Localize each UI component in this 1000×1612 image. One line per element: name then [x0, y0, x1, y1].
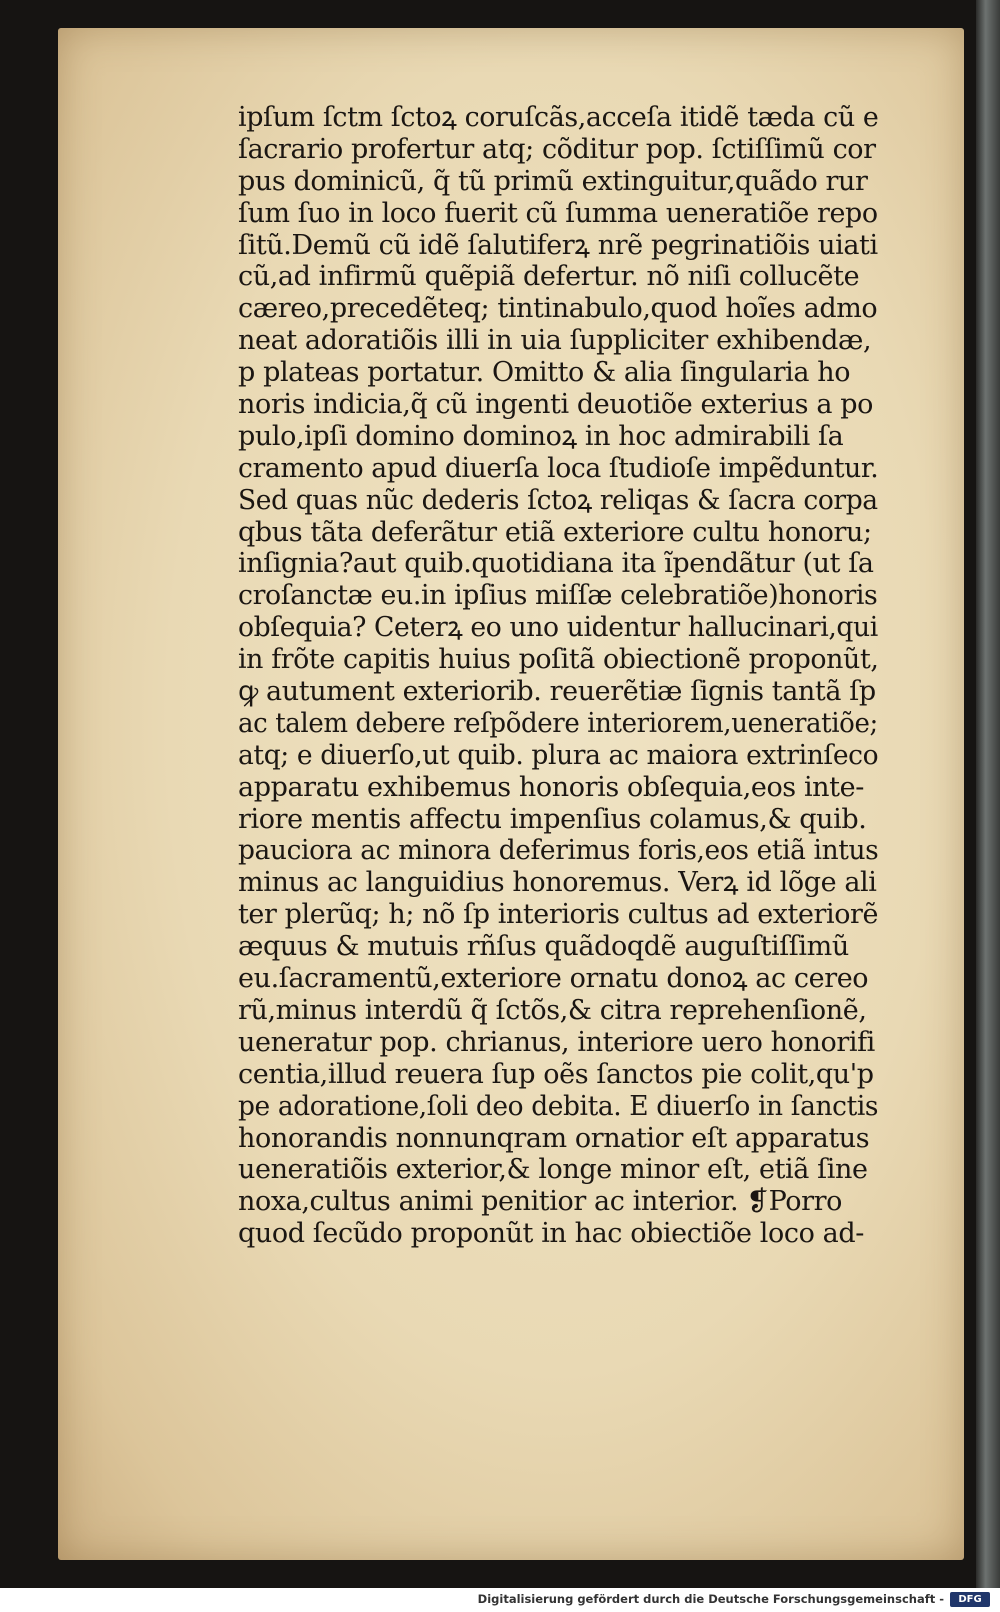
- dfg-logo: DFG: [950, 1592, 990, 1607]
- text-line: eu.ſacramentũ,exteriore ornatu donoꝝ ac cereo: [238, 963, 869, 995]
- funding-credit: Digitalisierung gefördert durch die Deutsche Forschungsgemeinschaft -: [477, 1592, 944, 1606]
- text-line: ipſum ſctm ſctoꝝ coruſcãs,acceſa itidẽ tæda cũ e: [238, 102, 879, 133]
- text-line: minus ac languidius honoremus. Verꝝ id lõge ali: [238, 867, 877, 899]
- text-line: honorandis nonnunqram ornatior eſt apparatus: [238, 1122, 870, 1154]
- text-line: inſignia?aut quib.quotidiana ita ĩpendãtur (ut ſa: [238, 548, 874, 580]
- text-line: cramento apud diuerſa loca ſtudioſe impẽduntur.: [238, 452, 879, 484]
- text-line: ueneratur pop. chrianus, interiore uero honorifi: [238, 1026, 875, 1058]
- text-line: cũ,ad infirmũ quẽpiã defertur. nõ niſi collucẽte: [238, 261, 860, 293]
- text-line: obſequia? Ceterꝝ eo uno uidentur hallucinari,qui: [238, 612, 878, 644]
- page-text: [238, 102, 898, 1250]
- text-line: atq; e diuerſo,ut quib. plura ac maiora extrinſeco: [238, 739, 879, 771]
- text-line: ſitũ.Demũ cũ idẽ ſalutiferꝝ nrẽ pegrinatiõis uiati: [238, 229, 878, 261]
- text-line: riore mentis affectu impenſius colamus,& quib.: [238, 803, 867, 835]
- text-line: p plateas portatur. Omitto & alia ſingularia ho: [238, 357, 851, 389]
- text-line: in frõte capitis huius poſitã obiectionẽ proponũt,: [238, 644, 879, 676]
- text-line: cæreo,precedẽteq; tintinabulo,quod hoĩes admo: [238, 293, 878, 325]
- text-line: rũ,minus interdũ q̃ ſctõs,& citra reprehenſionẽ,: [238, 994, 867, 1026]
- text-line: pulo,ipſi domino dominoꝝ in hoc admirabili ſa: [238, 420, 844, 452]
- text-line: pauciora ac minora deferimus foris,eos etiã intus: [238, 835, 879, 867]
- text-line: noris indicia,q̃ cũ ingenti deuotiõe exterius a po: [238, 389, 873, 421]
- text-line: ueneratiõis exterior,& longe minor eſt, etiã ſine: [238, 1154, 868, 1186]
- adjacent-page-edge: [976, 0, 1000, 1588]
- footer-bar: [0, 1588, 1000, 1612]
- text-line: qbus tãta deferãtur etiã exteriore cultu honoru;: [238, 516, 872, 548]
- text-line: Sed quas nũc dederis ſctoꝝ reliqas & ſacra corpa: [238, 484, 878, 516]
- text-line: centia,illud reuera ſup oẽs ſanctos pie colit,qu'p: [238, 1058, 874, 1090]
- text-line: pus dominicũ, q̃ tũ primũ extinguitur,quãdo rur: [238, 165, 868, 197]
- text-line: ac talem debere reſpõdere interiorem,ueneratiõe;: [238, 707, 878, 739]
- text-line: noxa,cultus animi penitior ac interior. ❡Porro: [238, 1186, 843, 1218]
- text-line: æquus & mutuis rñſus quãdoqdẽ auguſtiſſimũ: [238, 931, 849, 963]
- text-line: quod ſecũdo proponũt in hac obiectiõe loco ad-: [238, 1218, 864, 1250]
- text-line: apparatu exhibemus honoris obſequia,eos inte-: [238, 771, 864, 803]
- text-line: neat adoratiõis illi in uia ſuppliciter exhibendæ,: [238, 325, 872, 357]
- text-line: croſanctæ eu.in ipſius miſſæ celebratiõe)honoris: [238, 580, 878, 612]
- text-line: ter plerũq; h; nõ ſp interioris cultus ad exteriorẽ: [238, 899, 879, 931]
- text-line: ſum ſuo in loco fuerit cũ ſumma ueneratiõe repo: [238, 197, 878, 229]
- text-line: ꝙ autument exteriorib. reuerẽtiæ ſignis tantã ſp: [238, 676, 876, 708]
- text-line: ſacrario profertur atq; cõditur pop. ſctiſſimũ cor: [238, 133, 876, 165]
- text-line: pe adoratione,ſoli deo debita. E diuerſo in ſanctis: [238, 1090, 879, 1122]
